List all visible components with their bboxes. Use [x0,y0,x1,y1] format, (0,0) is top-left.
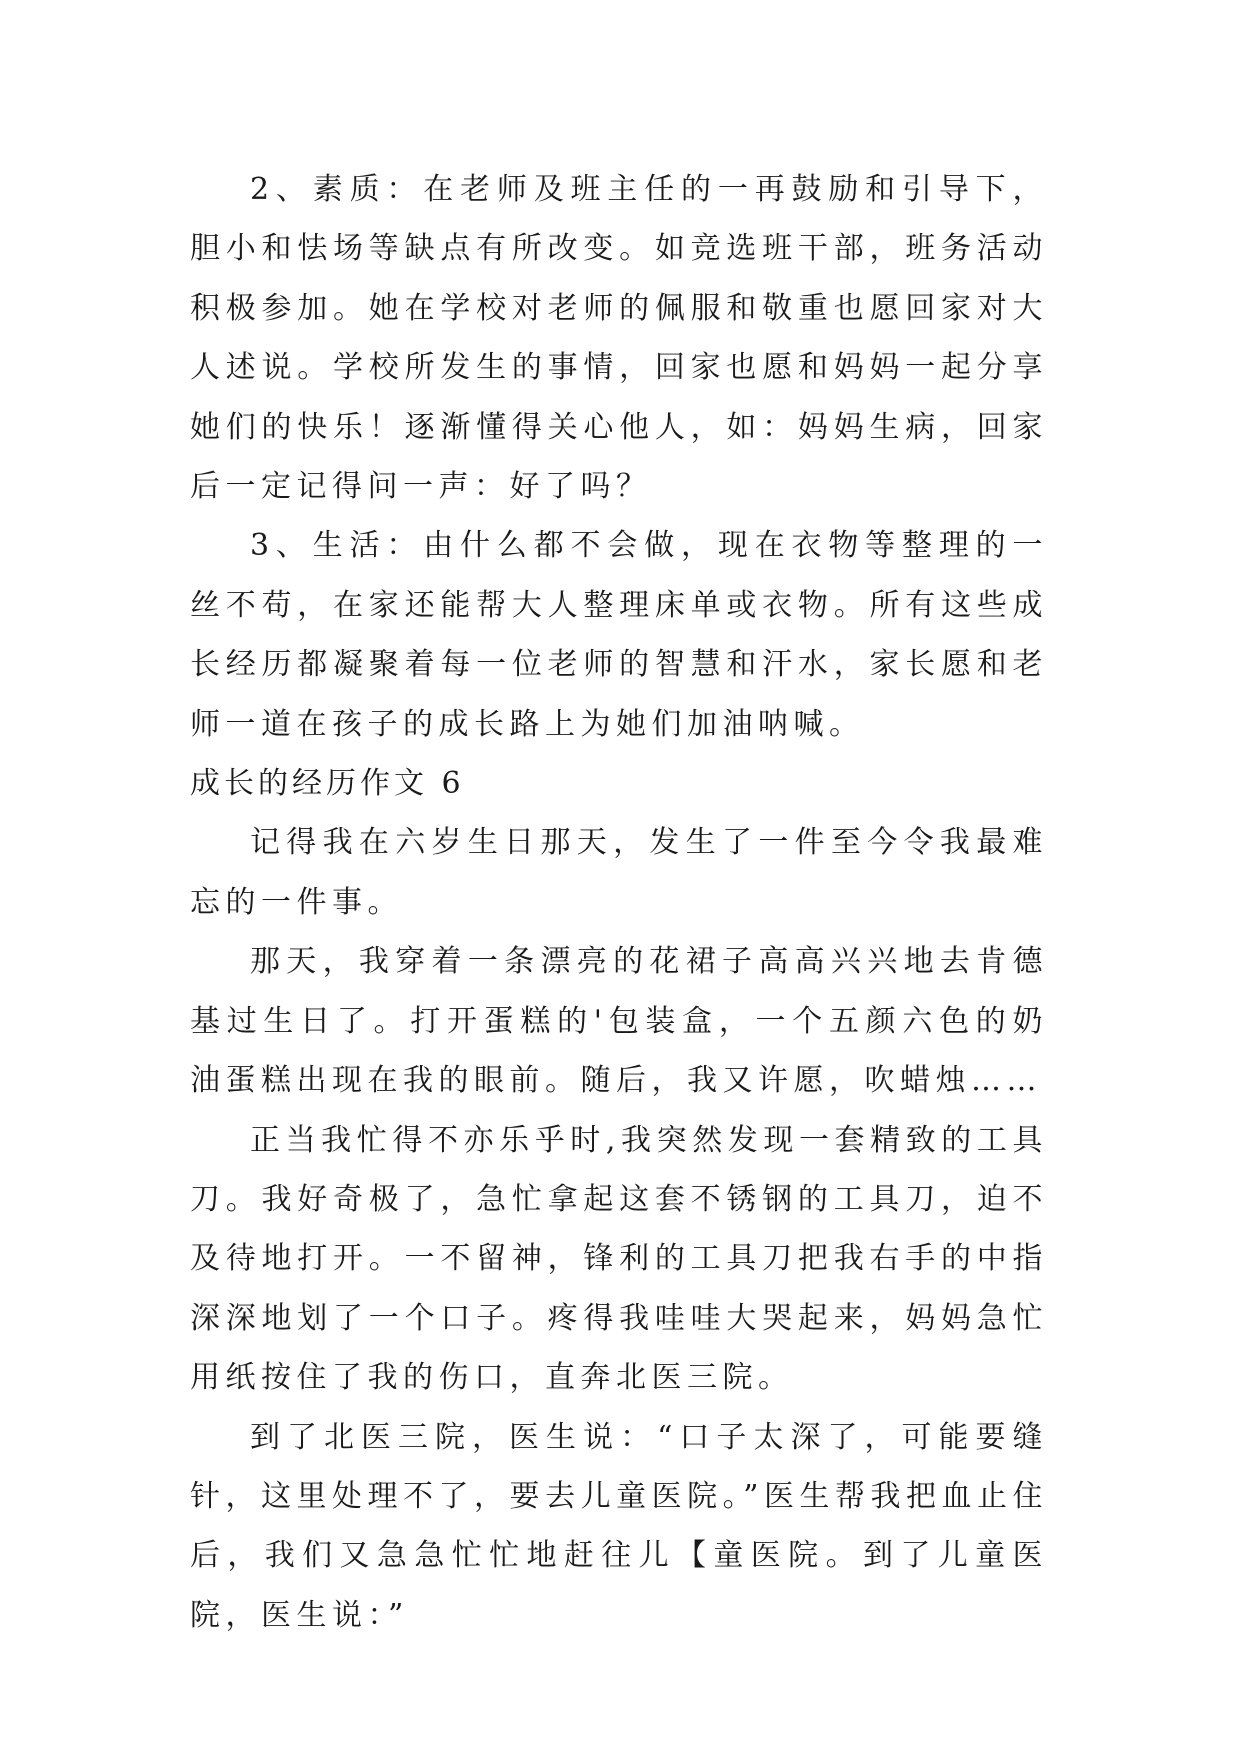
paragraph-knife-accident: 正当我忙得不亦乐乎时,我突然发现一套精致的工具刀。我好奇极了，急忙拿起这套不锈钢的工具刀，迫不及待地打开。一不留神，锋利的工具刀把我右手的中指深深地划了一个口子。疼得我哇哇大哭起来，妈妈急忙用纸按住了我的伤口，直奔北医三院。 [190,1122,1048,1396]
paragraph-birthday-party: 那天，我穿着一条漂亮的花裙子高高兴兴地去肯德基过生日了。打开蛋糕的'包装盒，一个五颜六色的奶油蛋糕出现在我的眼前。随后，我又许愿，吹蜡烛…… [190,944,1048,1099]
paragraph-life: 3、生活：由什么都不会做，现在衣物等整理的一丝不苟，在家还能帮大人整理床单或衣物。所有这些成长经历都凝聚着每一位老师的智慧和汗水，家长愿和老师一道在孩子的成长路上为她们加油呐喊。 [190,528,1048,742]
paragraph-birthday-intro: 记得我在六岁生日那天，发生了一件至今令我最难忘的一件事。 [190,825,1048,920]
document-page [190,160,1048,1645]
paragraph-hospital: 到了北医三院，医生说：“口子太深了，可能要缝针，这里处理不了，要去儿童医院。”医生帮我把血止住后，我们又急急忙忙地赶往儿【童医院。到了儿童医院，医生说：” [190,1419,1048,1633]
essay-title: 成长的经历作文 6 [190,766,465,802]
paragraph-quality: 2、素质：在老师及班主任的一再鼓励和引导下，胆小和怯场等缺点有所改变。如竞选班干部，班务活动积极参加。她在学校对老师的佩服和敬重也愿回家对大人述说。学校所发生的事情，回家也愿和妈妈一起分享她们的快乐！逐渐懂得关心他人，如：妈妈生病，回家后一定记得问一声：好了吗？ [190,172,1048,505]
